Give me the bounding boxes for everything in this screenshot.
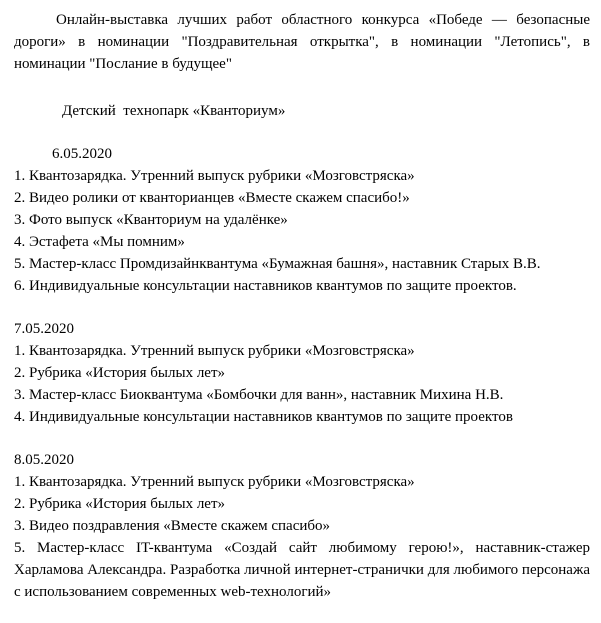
list-item: 6. Индивидуальные консультации наставников квантумов по защите проектов. <box>14 278 517 294</box>
list-item: 3. Видео поздравления «Вместе скажем спасибо» <box>14 518 331 534</box>
list-item: 1. Квантозарядка. Утренний выпуск рубрики «Мозговстряска» <box>14 168 415 184</box>
list-item: 2. Видео ролики от кванторианцев «Вместе скажем спасибо!» <box>14 190 410 206</box>
intro-paragraph: Онлайн-выставка лучших работ областного конкурса «Победе — безопасные дороги» в номинации "Поздравительная открытка", в номинации "Летопись", в номинации "Послание в будущее" <box>14 12 590 72</box>
day-date: 8.05.2020 <box>14 452 74 468</box>
list-item: 1. Квантозарядка. Утренний выпуск рубрики «Мозговстряска» <box>14 343 415 359</box>
list-item: 1. Квантозарядка. Утренний выпуск рубрики «Мозговстряска» <box>14 474 415 490</box>
list-item: 4. Индивидуальные консультации наставников квантумов по защите проектов <box>14 409 513 425</box>
day-date: 7.05.2020 <box>14 321 74 337</box>
list-item: 2. Рубрика «История былых лет» <box>14 365 226 381</box>
list-item: 2. Рубрика «История былых лет» <box>14 496 226 512</box>
day-section-3 <box>14 449 590 603</box>
day-items <box>14 165 590 297</box>
day-items <box>14 340 590 428</box>
list-item: 5. Мастер-класс Промдизайнквантума «Бумажная башня», наставник Старых В.В. <box>14 256 541 272</box>
day-items <box>14 471 590 603</box>
day-section-2 <box>14 318 590 428</box>
list-item: 3. Фото выпуск «Кванториум на удалёнке» <box>14 212 288 228</box>
day-date: 6.05.2020 <box>52 146 112 162</box>
list-item: 5. Мастер-класс IT-квантума «Создай сайт любимому герою!», наставник-стажер Харламова Александра. Разработка личной интернет-странички для любимого персонажа с использованием современных web-технологий» <box>14 540 590 600</box>
day-section-1 <box>14 143 590 297</box>
list-item: 4. Эстафета «Мы помним» <box>14 234 185 250</box>
organization-heading: Детский технопарк «Кванториум» <box>62 103 286 119</box>
list-item: 3. Мастер-класс Биоквантума «Бомбочки для ванн», наставник Михина Н.В. <box>14 387 504 403</box>
